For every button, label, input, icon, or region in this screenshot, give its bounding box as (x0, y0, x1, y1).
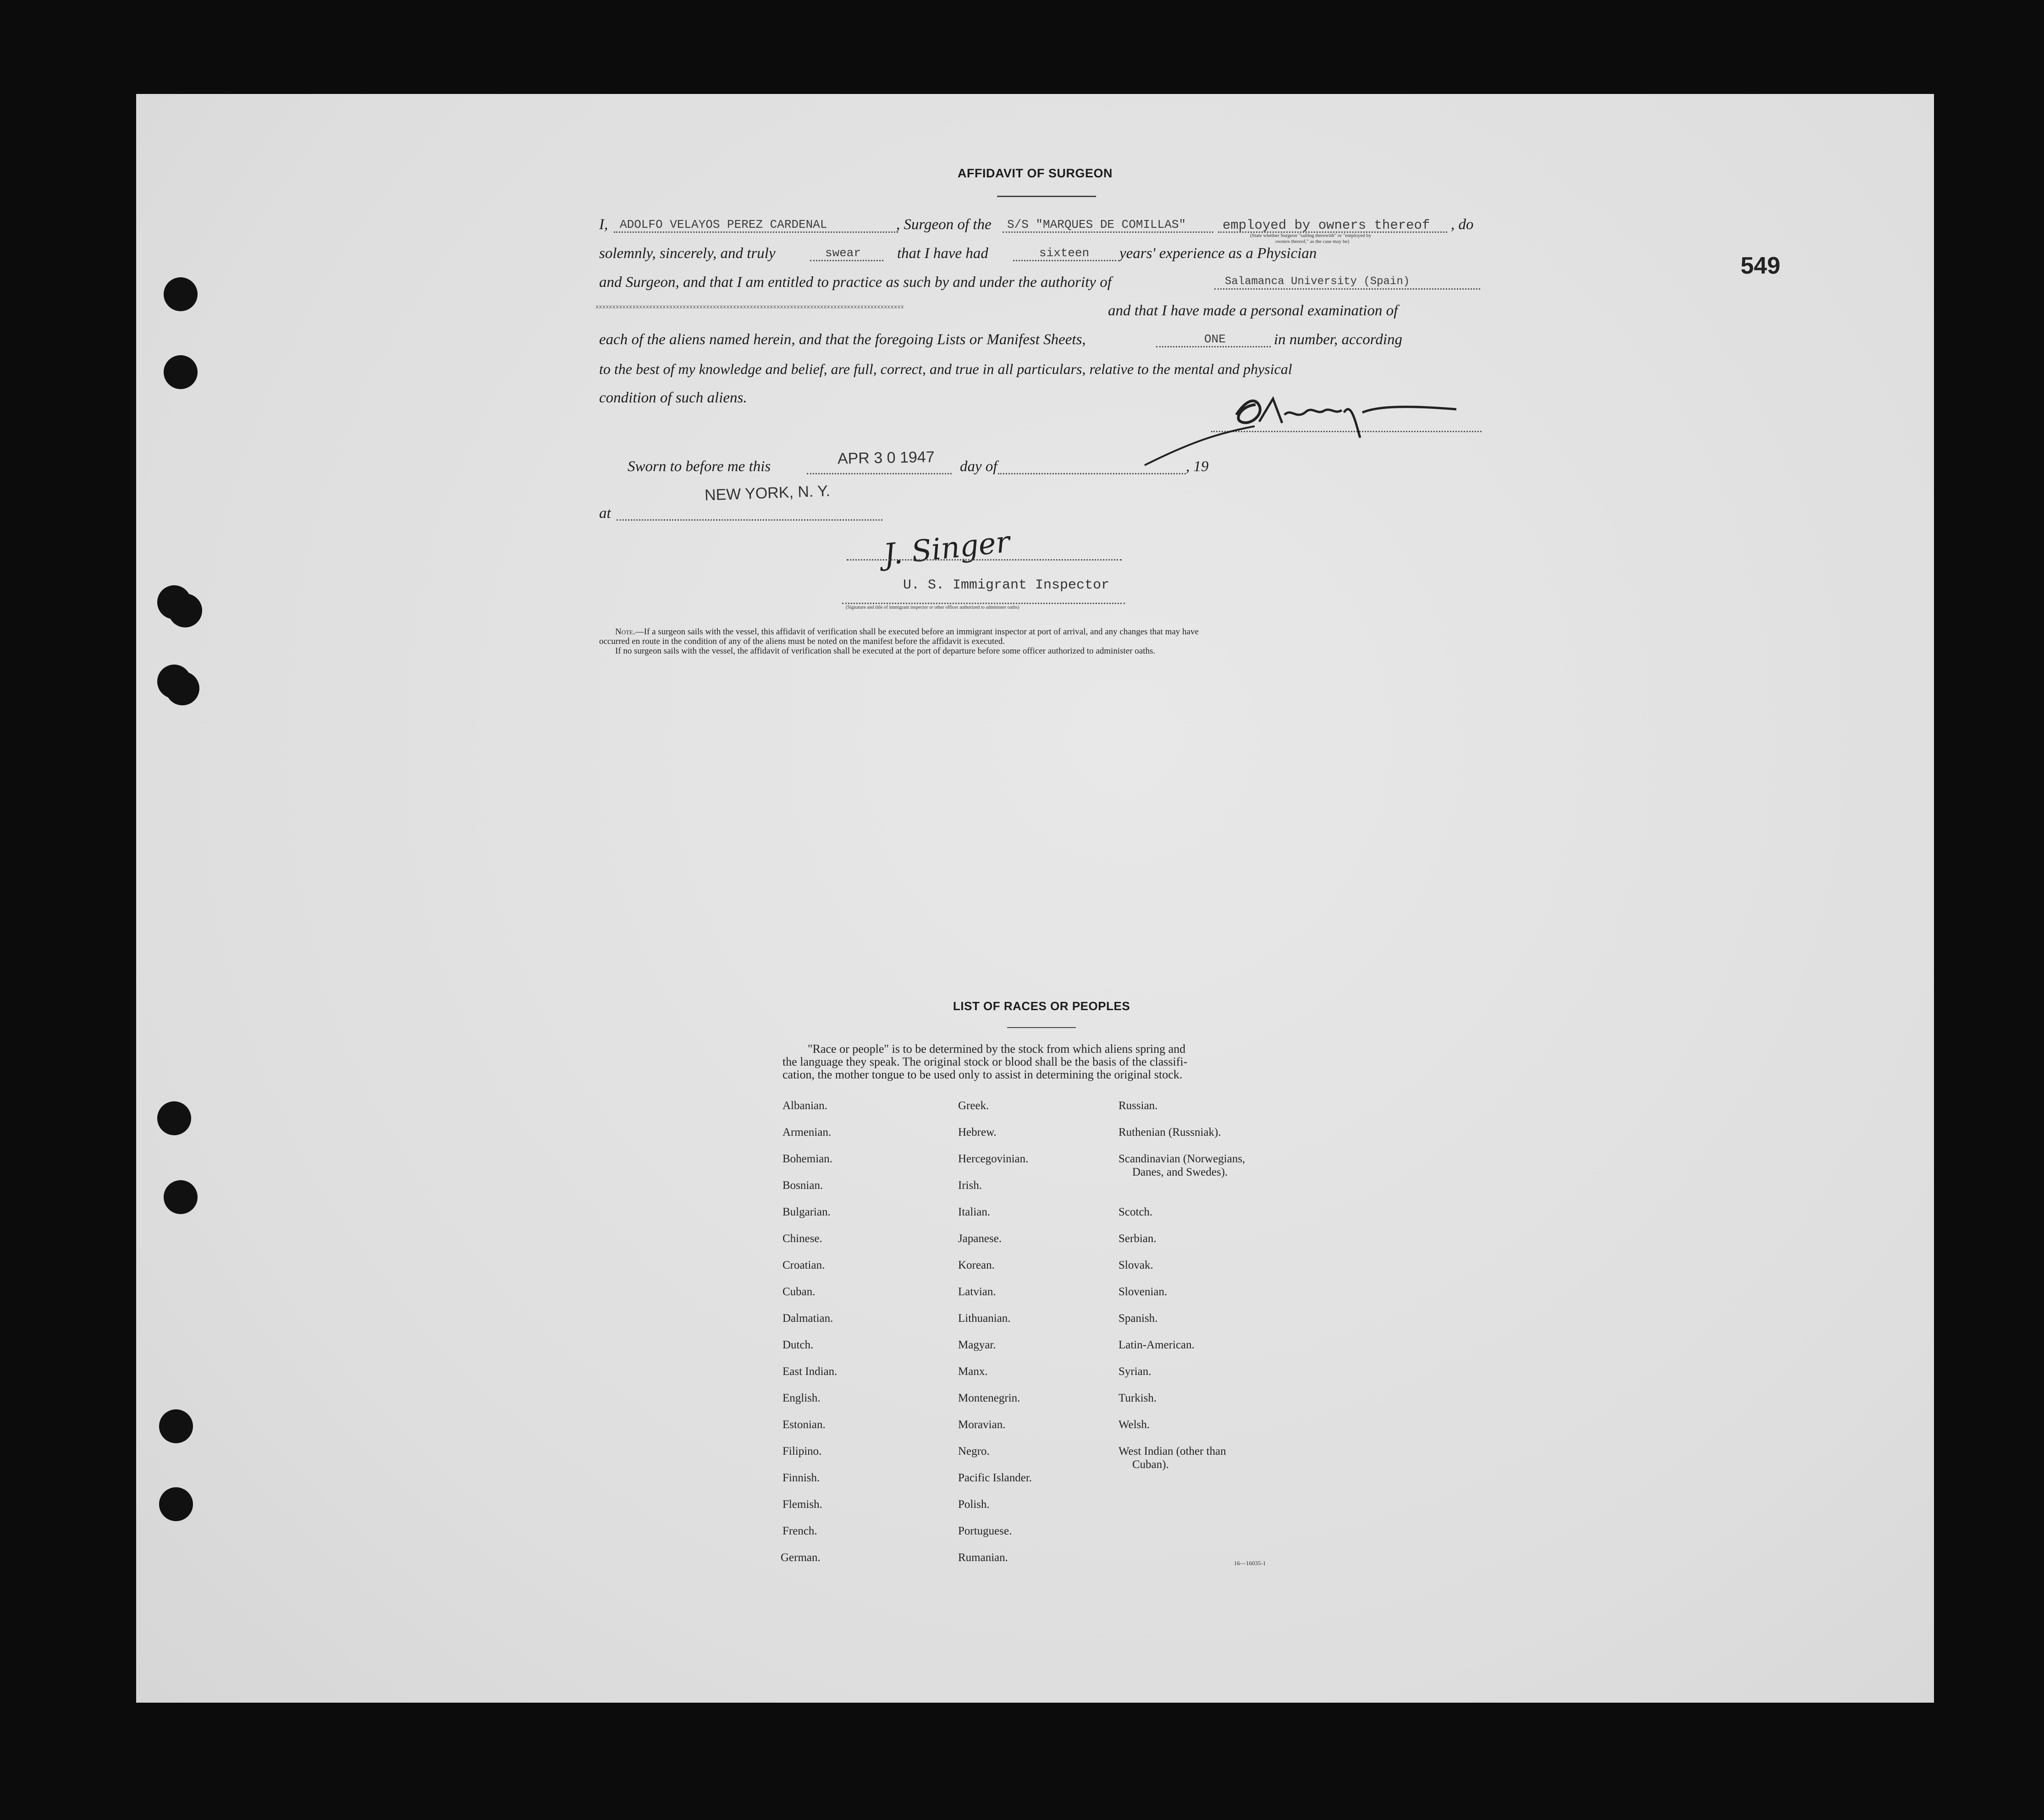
race-item: Portuguese. (958, 1525, 1012, 1537)
punch-hole (157, 1101, 191, 1135)
race-item: Rumanian. (958, 1551, 1008, 1564)
experience-label: years' experience as a Physician (1119, 245, 1317, 262)
races-intro-1: "Race or people" is to be determined by the stock from which aliens spring and (808, 1042, 1186, 1056)
struck-line: xxxxxxxxxxxxxxxxxxxxxxxxxxxxxxxxxxxxxxxxxxxxxxxxxxxxxxxxxxxxxxxxxxxxxxxxxxxxxxxxxxxxxxxxxxxx (595, 304, 904, 310)
race-item: Scandinavian (Norwegians, (1118, 1153, 1245, 1165)
inspector-signature-line (847, 559, 1122, 561)
vessel-field (1003, 231, 1213, 233)
race-item: Greek. (958, 1100, 989, 1112)
race-item: Italian. (958, 1206, 991, 1218)
note-line-1 (615, 627, 1199, 637)
race-item: Dalmatian. (782, 1312, 833, 1325)
in-number-label: in number, according (1274, 331, 1403, 348)
race-item: Danes, and Swedes). (1132, 1166, 1228, 1178)
punch-hole (164, 355, 198, 389)
inspector-signature: J. Singer (882, 525, 1012, 572)
have-had-label: that I have had (897, 245, 988, 262)
document-page (136, 94, 1934, 1703)
vessel-value: S/S "MARQUES DE COMILLAS" (1007, 218, 1186, 231)
race-item: Ruthenian (Russniak). (1118, 1126, 1221, 1138)
race-item: East Indian. (782, 1365, 837, 1378)
surgeon-signature (1135, 387, 1484, 470)
day-of-label: day of (960, 458, 997, 475)
race-item: Spanish. (1118, 1312, 1158, 1325)
years-field (1013, 260, 1116, 261)
race-item: Korean. (958, 1259, 995, 1271)
race-item: Welsh. (1118, 1419, 1150, 1431)
inspector-caption: (Signature and title of immigrant inspector or other officer authorized to administer oaths) (846, 605, 1019, 610)
note-text-1: —If a surgeon sails with the vessel, this affidavit of verification shall be executed before an immigrant inspector at port of arrival, and any changes that may have (635, 627, 1199, 637)
surgeon-of-label: , Surgeon of the (896, 216, 992, 233)
race-item: Montenegrin. (958, 1392, 1020, 1404)
races-title-underline (1007, 1027, 1076, 1028)
race-item: Irish. (958, 1179, 982, 1192)
each-of-label: each of the aliens named herein, and that the foregoing Lists or Manifest Sheets, (599, 331, 1086, 348)
race-item: Moravian. (958, 1419, 1006, 1431)
place-field (617, 519, 882, 521)
and-surgeon-label: and Surgeon, and that I am entitled to practice as such by and under the authority of (599, 274, 1112, 291)
race-item: Syrian. (1118, 1365, 1151, 1378)
made-exam-label: and that I have made a personal examination of (1108, 302, 1398, 319)
race-item: Japanese. (958, 1232, 1002, 1245)
oath-value: swear (825, 246, 861, 260)
race-item: Finnish. (782, 1472, 820, 1484)
oath-field (810, 260, 883, 261)
best-of-label: to the best of my knowledge and belief, are full, correct, and true in all particulars, relative to the mental and physical (599, 361, 1292, 377)
races-title: LIST OF RACES OR PEOPLES (953, 999, 1130, 1013)
race-item: Lithuanian. (958, 1312, 1011, 1325)
race-item: Dutch. (782, 1339, 814, 1351)
note-label: Note. (615, 627, 635, 637)
race-item: Slovak. (1118, 1259, 1153, 1271)
surgeon-name-field (614, 231, 898, 233)
date-stamp: APR 3 0 1947 (837, 448, 935, 467)
races-intro-2: the language they speak. The original stock or blood shall be the basis of the classifi- (782, 1055, 1188, 1068)
race-item: Bosnian. (782, 1179, 823, 1192)
race-item: Bohemian. (782, 1153, 833, 1165)
race-item: Polish. (958, 1498, 990, 1511)
note-line-3: If no surgeon sails with the vessel, the affidavit of verification shall be executed at the port of departure before some officer authorized to administer oaths. (615, 646, 1156, 656)
inspector-title-line (842, 603, 1125, 604)
employment-note-2: owners thereof," as the case may be) (1275, 239, 1350, 244)
inspector-title: U. S. Immigrant Inspector (903, 577, 1110, 593)
race-item: Croatian. (782, 1259, 825, 1271)
at-label: at (599, 505, 611, 522)
do-label: , do (1451, 216, 1474, 233)
punch-hole (168, 594, 202, 627)
solemnly-label: solemnly, sincerely, and truly (599, 245, 776, 262)
race-item: French. (782, 1525, 817, 1537)
race-item: Magyar. (958, 1339, 996, 1351)
race-item: Negro. (958, 1445, 990, 1457)
sworn-label: Sworn to before me this (628, 458, 771, 475)
punch-hole (165, 671, 199, 705)
line-i: I, (599, 216, 608, 233)
punch-hole (159, 1487, 193, 1521)
race-item: Albanian. (782, 1100, 827, 1112)
employment-note-1: (State whether Surgeon "sailing therewith" or "employed by (1250, 233, 1372, 238)
place-stamp: NEW YORK, N. Y. (704, 482, 831, 504)
condition-label: condition of such aliens. (599, 390, 747, 406)
race-item: Cuban. (782, 1286, 815, 1298)
note-line-2: occurred en route in the condition of any of the aliens must be noted on the manifest before the affidavit is executed. (599, 637, 1005, 646)
month-field (998, 473, 1186, 474)
races-intro-3: cation, the mother tongue to be used only to assist in determining the original stock. (782, 1068, 1183, 1081)
authority-value: Salamanca University (Spain) (1225, 275, 1410, 288)
race-item: Hebrew. (958, 1126, 997, 1138)
sworn-date-field (807, 473, 952, 474)
affidavit-title: AFFIDAVIT OF SURGEON (958, 166, 1113, 180)
year-prefix-label: , 19 (1186, 458, 1209, 475)
race-item: Manx. (958, 1365, 988, 1378)
years-value: sixteen (1039, 246, 1090, 260)
race-item: Turkish. (1118, 1392, 1157, 1404)
form-number: 16—16035-1 (1234, 1560, 1266, 1567)
race-item: English. (782, 1392, 821, 1404)
title-underline (997, 196, 1096, 197)
punch-hole (164, 1180, 198, 1214)
race-item: Scotch. (1118, 1206, 1153, 1218)
page-number: 549 (1741, 253, 1780, 279)
race-item: Slovenian. (1118, 1286, 1168, 1298)
race-item: Flemish. (782, 1498, 822, 1511)
race-item: Estonian. (782, 1419, 826, 1431)
punch-hole (164, 277, 198, 311)
race-item: Bulgarian. (782, 1206, 831, 1218)
race-item: Serbian. (1118, 1232, 1157, 1245)
race-item: Latin-American. (1118, 1339, 1195, 1351)
race-item: Hercegovinian. (958, 1153, 1029, 1165)
race-item: Filipino. (782, 1445, 822, 1457)
race-item: Pacific Islander. (958, 1472, 1032, 1484)
punch-hole (159, 1409, 193, 1443)
sheets-value: ONE (1204, 332, 1226, 346)
race-item: Cuban). (1132, 1458, 1169, 1471)
authority-field (1214, 288, 1480, 290)
sheets-field (1156, 346, 1271, 347)
race-item: West Indian (other than (1118, 1445, 1226, 1457)
surgeon-name-value: ADOLFO VELAYOS PEREZ CARDENAL (620, 218, 827, 231)
race-item: German. (781, 1551, 821, 1564)
race-item: Armenian. (782, 1126, 832, 1138)
race-item: Russian. (1118, 1100, 1158, 1112)
employment-value: employed by owners thereof (1223, 218, 1430, 233)
race-item: Chinese. (782, 1232, 822, 1245)
race-item: Latvian. (958, 1286, 996, 1298)
